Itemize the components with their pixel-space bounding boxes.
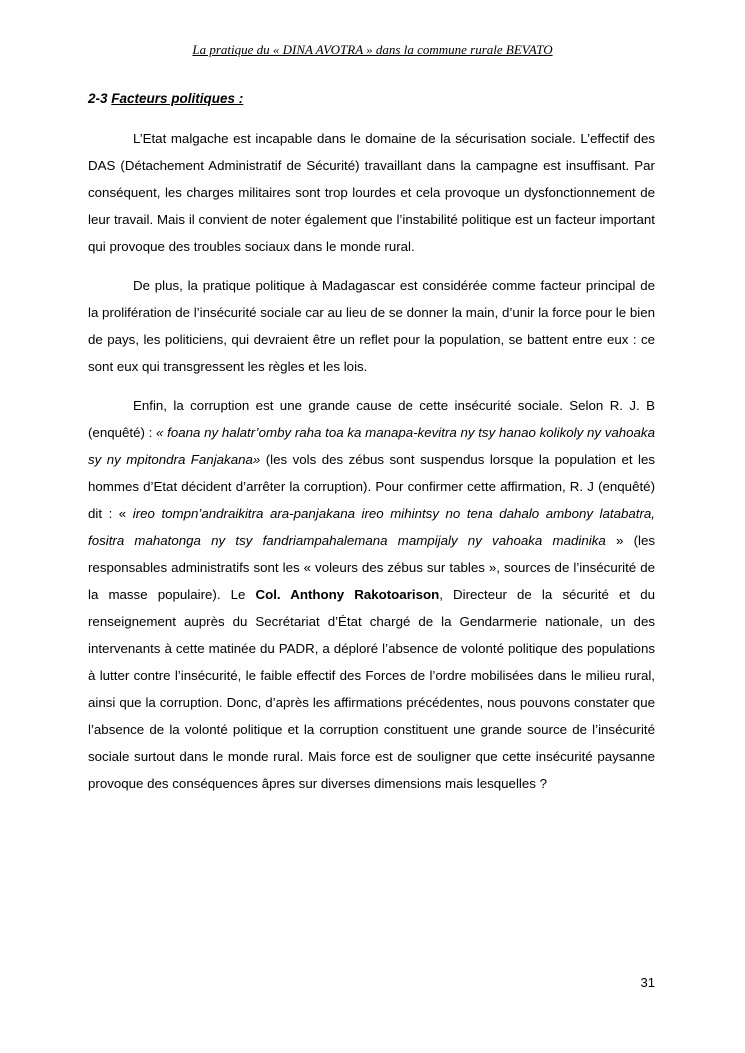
section-number: 2-3 bbox=[88, 91, 108, 106]
paragraph-3-text-3: » (les responsables administratifs sont les « voleurs des zébus sur tables », sources de l’insécurité de la masse populaire). Le bbox=[88, 533, 656, 602]
person-name: Col. Anthony Rakotoarison bbox=[255, 587, 440, 602]
section-heading bbox=[88, 91, 243, 106]
running-header: La pratique du « DINA AVOTRA » dans la commune rurale BEVATO bbox=[192, 42, 553, 57]
malagasy-quote-1: « foana ny halatr’omby raha toa ka manapa-kevitra ny tsy hanao kolikoly ny vahoaka sy ny mpitondra Fanjakana» bbox=[88, 425, 655, 467]
paragraph-3-text-4: , Directeur de la sécurité et du renseignement auprès du Secrétariat d’État chargé de la Gendarmerie nationale, un des intervenants à cette matinée du PADR, a déploré l’absence de volonté politique des populations à lutter contre l’insécurité, le faible effectif des Forces de l’ordre mobilisées dans le milieu rural, ainsi que la corruption. Donc, d’après les affirmations précédentes, nous pouvons constater que l’absence de la volonté politique et la corruption constituent une grande source de l’insécurité sociale surtout dans le monde rural. Mais force est de souligner que cette insécurité paysanne provoque des conséquences âpres sur diverses dimensions mais lesquelles ? bbox=[88, 587, 655, 791]
section-title: Facteurs politiques : bbox=[111, 91, 244, 106]
paragraph-2: De plus, la pratique politique à Madagascar est considérée comme facteur principal de la prolifération de l’insécurité sociale car au lieu de se donner la main, d’unir la force pour le bien de pays, les politiciens, qui devraient être un reflet pour la population, se battent entre eux : ce sont eux qui transgressent les règles et les lois. bbox=[88, 278, 655, 374]
page-number: 31 bbox=[640, 975, 655, 990]
paragraph-3 bbox=[88, 392, 655, 797]
body-text bbox=[88, 125, 655, 809]
paragraph-1: L’Etat malgache est incapable dans le domaine de la sécurisation sociale. L’effectif des DAS (Détachement Administratif de Sécurité) travaillant dans la campagne est insuffisant. Par conséquent, les charges militaires sont trop lourdes et cela provoque un dysfonctionnement de leur travail. Mais il convient de noter également que l’instabilité politique est un facteur important qui provoque des troubles sociaux dans le monde rural. bbox=[88, 131, 655, 254]
paragraph-3-text-2: (les vols des zébus sont suspendus lorsque la population et les hommes d’Etat décident d’arrêter la corruption). Pour confirmer cette affirmation, R. J (enquêté) dit : « bbox=[88, 452, 656, 521]
malagasy-quote-2: ireo tompn’andraikitra ara-panjakana ireo mihintsy no tena dahalo ambony latabatra, fositra mahatonga ny tsy fandriampahalemana mampijaly ny vahoaka madinika bbox=[88, 506, 655, 548]
paragraph-3-text-1: Enfin, la corruption est une grande cause de cette insécurité sociale. Selon R. J. B (enquêté) : bbox=[88, 398, 655, 440]
